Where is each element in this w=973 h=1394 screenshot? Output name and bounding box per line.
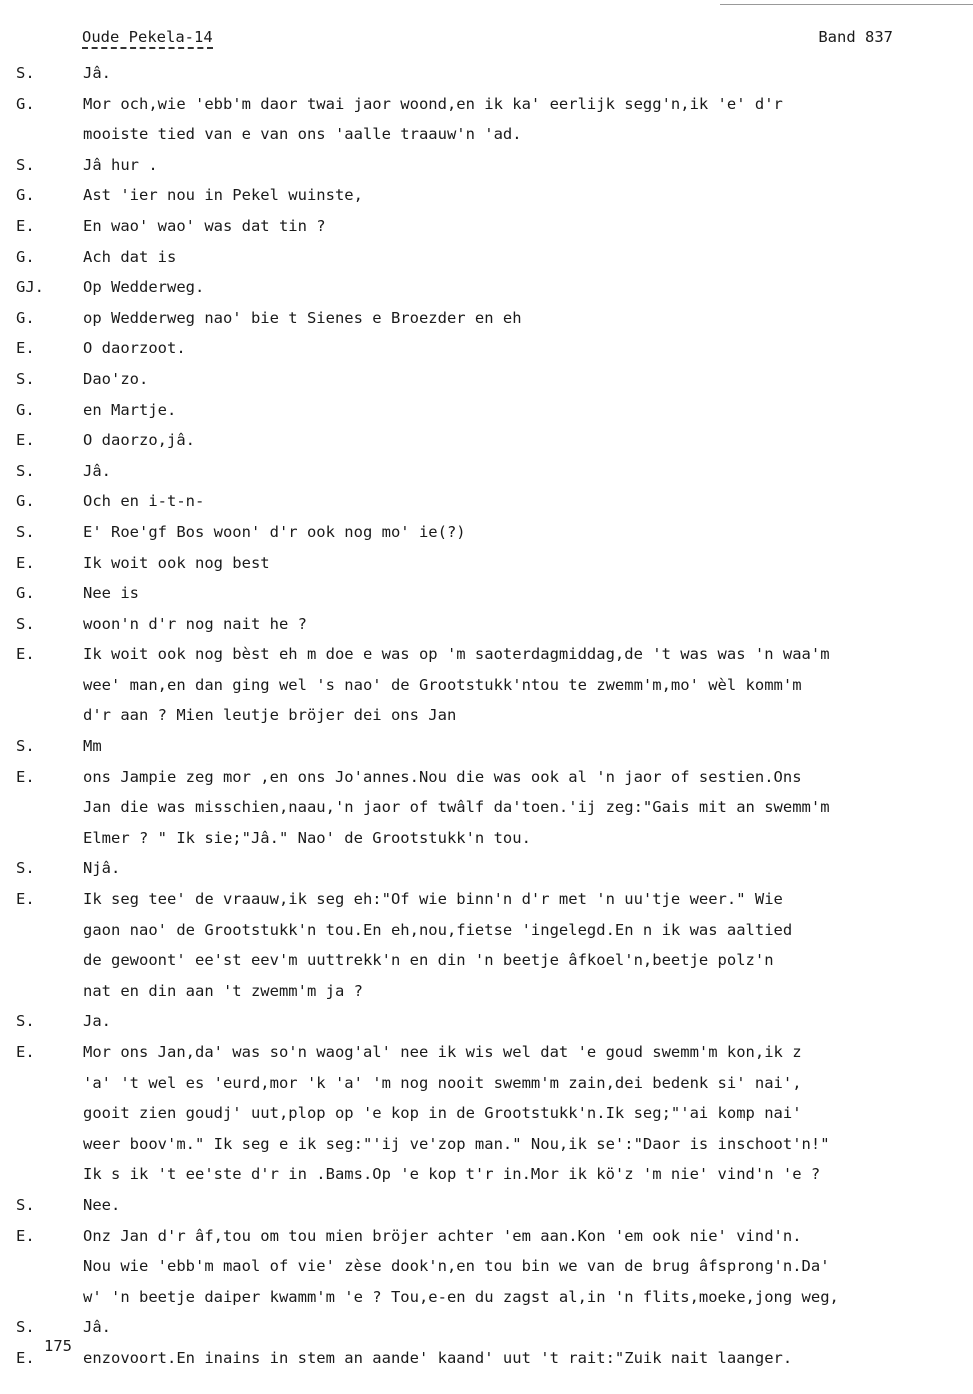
line-text: Ast 'ier nou in Pekel wuinste,: [83, 186, 363, 205]
transcript-line: [0, 58, 973, 89]
line-text: weer boov'm." Ik seg e ik seg:"'ij ve'zop man." Nou,ik se':"Daor is inschoot'n!": [83, 1134, 830, 1153]
transcript-line: [0, 425, 973, 456]
speaker-label: G.: [16, 584, 35, 603]
line-text: wee' man,en dan ging wel 's nao' de Grootstukk'ntou te zwemm'm,mo' wèl komm'm: [83, 675, 802, 694]
line-text: gooit zien goudj' uut,plop op 'e kop in de Grootstukk'n.Ik seg;"'ai komp nai': [83, 1104, 802, 1123]
line-text: Ik s ik 't ee'ste d'r in .Bams.Op 'e kop t'r in.Mor ik kö'z 'm nie' vind'n 'e ?: [83, 1165, 821, 1184]
line-text: Op Wedderweg.: [83, 278, 205, 297]
transcript-line: [0, 364, 973, 395]
transcript-line: [0, 517, 973, 548]
speaker-label: E.: [16, 339, 35, 358]
speaker-label: S.: [16, 1012, 35, 1031]
line-text: Elmer ? " Ik sie;"Jâ." Nao' de Grootstukk'n tou.: [83, 828, 531, 847]
line-text: Mor och,wie 'ebb'm daor twai jaor woond,en ik ka' eerlijk segg'n,ik 'e' d'r: [83, 94, 783, 113]
line-text: en Martje.: [83, 400, 177, 419]
transcript-line: [0, 1190, 973, 1221]
transcript-line: [0, 180, 973, 211]
line-text: nat en din aan 't zwemm'm ja ?: [83, 981, 363, 1000]
speaker-label: G.: [16, 247, 35, 266]
speaker-label: E.: [16, 645, 35, 664]
speaker-label: G.: [16, 186, 35, 205]
speaker-label: G.: [16, 492, 35, 511]
transcript-line: [0, 333, 973, 364]
line-text: Nou wie 'ebb'm maol of vie' zèse dook'n,en tou bin we van de brug âfsprong'n.Da': [83, 1257, 830, 1276]
transcript-line: [0, 945, 973, 976]
line-text: ons Jampie zeg mor ,en ons Jo'annes.Nou die was ook al 'n jaor of sestien.Ons: [83, 767, 802, 786]
line-text: gaon nao' de Grootstukk'n tou.En eh,nou,fietse 'ingelegd.En n ik was aaltied: [83, 920, 793, 939]
speaker-label: S.: [16, 1318, 35, 1337]
line-text: O daorzoot.: [83, 339, 186, 358]
line-text: de gewoont' ee'st eev'm uuttrekk'n en din 'n beetje âfkoel'n,beetje polz'n: [83, 951, 774, 970]
line-text: Nee is: [83, 584, 139, 603]
transcript-line: [0, 700, 973, 731]
line-text: En wao' wao' was dat tin ?: [83, 216, 326, 235]
transcript-line: [0, 609, 973, 640]
line-text: Mor ons Jan,da' was so'n waog'al' nee ik wis wel dat 'e goud swemm'm kon,ik z: [83, 1043, 802, 1061]
transcript-line: [0, 119, 973, 150]
transcript-line: [0, 1282, 973, 1313]
line-text: Jâ.: [83, 461, 111, 480]
speaker-label: S.: [16, 1195, 35, 1214]
line-text: Ik seg tee' de vraauw,ik seg eh:"Of wie binn'n d'r met 'n uu'tje weer." Wie: [83, 890, 783, 909]
line-text: mooiste tied van e van ons 'aalle traauw'n 'ad.: [83, 125, 522, 144]
speaker-label: G.: [16, 308, 35, 327]
transcript-line: [0, 762, 973, 793]
transcript-line: [0, 1006, 973, 1037]
speaker-label: GJ.: [16, 278, 44, 297]
line-text: Ach dat is: [83, 247, 177, 266]
speaker-label: E.: [16, 1348, 35, 1367]
line-text: Dao'zo.: [83, 369, 149, 388]
line-text: Njâ.: [83, 859, 121, 878]
transcript-line: [0, 731, 973, 762]
transcript-line: [0, 456, 973, 487]
transcript-line: [0, 792, 973, 823]
line-text: enzovoort.En inains in stem an aande' kaand' uut 't rait:"Zuik nait laanger.: [83, 1348, 793, 1367]
transcript-line: [0, 211, 973, 242]
transcript-line: [0, 395, 973, 426]
line-text: 'a' 't wel es 'eurd,mor 'k 'a' 'm nog nooit swemm'm zain,dei bedenk si' nai',: [83, 1073, 802, 1092]
transcript-line: [0, 976, 973, 1007]
transcript-line: [0, 670, 973, 701]
line-text: Och en i-t-n-: [83, 492, 205, 511]
transcript-line: [0, 89, 973, 120]
transcript-line: [0, 853, 973, 884]
line-text: Ik woit ook nog bèst eh m doe e was op 'm saoterdagmiddag,de 't was was 'n waa'm: [83, 645, 830, 664]
transcript-line: [0, 1037, 973, 1068]
speaker-label: E.: [16, 1226, 35, 1245]
transcript-line: [0, 1068, 973, 1099]
line-text: w' 'n beetje daiper kwamm'm 'e ? Tou,e-en du zagst al,in 'n flits,moeke,jong weg,: [83, 1287, 839, 1306]
transcript-line: [0, 578, 973, 609]
transcript-line: [0, 1129, 973, 1160]
speaker-label: E.: [16, 216, 35, 235]
speaker-label: E.: [16, 431, 35, 450]
transcript-line: [0, 1312, 973, 1343]
transcript-line: [0, 884, 973, 915]
top-rule: [720, 4, 973, 5]
line-text: Jâ.: [83, 64, 111, 82]
band-number: Band 837: [818, 28, 893, 46]
transcript-line: [0, 272, 973, 303]
transcript-line: [0, 1098, 973, 1129]
speaker-label: S.: [16, 737, 35, 756]
page-number: 175: [44, 1337, 72, 1355]
line-text: Ik woit ook nog best: [83, 553, 270, 572]
line-text: d'r aan ? Mien leutje bröjer dei ons Jan: [83, 706, 457, 725]
transcript-line: [0, 1159, 973, 1190]
transcript-line: [0, 242, 973, 273]
transcript-line: [0, 915, 973, 946]
speaker-label: S.: [16, 369, 35, 388]
line-text: woon'n d'r nog nait he ?: [83, 614, 307, 633]
transcript-line: [0, 823, 973, 854]
speaker-label: E.: [16, 1043, 35, 1061]
speaker-label: G.: [16, 94, 35, 113]
transcript-line: [0, 639, 973, 670]
speaker-label: S.: [16, 64, 35, 82]
transcript-line: [0, 303, 973, 334]
speaker-label: S.: [16, 461, 35, 480]
transcript-line: [0, 1343, 973, 1374]
speaker-label: E.: [16, 890, 35, 909]
line-text: op Wedderweg nao' bie t Sienes e Broezder en eh: [83, 308, 522, 327]
line-text: Jâ.: [83, 1318, 111, 1337]
line-text: Mm: [83, 737, 102, 756]
speaker-label: E.: [16, 553, 35, 572]
speaker-label: G.: [16, 400, 35, 419]
transcript: [0, 58, 973, 1374]
transcript-line: [0, 548, 973, 579]
transcript-line: [0, 1251, 973, 1282]
transcript-line: [0, 486, 973, 517]
page-header: [82, 28, 893, 52]
speaker-label: S.: [16, 155, 35, 174]
document-title: Oude Pekela-14: [82, 28, 213, 49]
speaker-label: E.: [16, 767, 35, 786]
transcript-line: [0, 150, 973, 181]
line-text: Onz Jan d'r âf,tou om tou mien bröjer achter 'em aan.Kon 'em ook nie' vind'n.: [83, 1226, 802, 1245]
speaker-label: S.: [16, 614, 35, 633]
line-text: Ja.: [83, 1012, 111, 1031]
speaker-label: S.: [16, 859, 35, 878]
speaker-label: S.: [16, 522, 35, 541]
line-text: Jâ hur .: [83, 155, 158, 174]
line-text: E' Roe'gf Bos woon' d'r ook nog mo' ie(?): [83, 522, 466, 541]
line-text: Nee.: [83, 1195, 121, 1214]
line-text: O daorzo,jâ.: [83, 431, 195, 450]
transcript-line: [0, 1221, 973, 1252]
line-text: Jan die was misschien,naau,'n jaor of twâlf da'toen.'ij zeg:"Gais mit an swemm'm: [83, 798, 830, 817]
